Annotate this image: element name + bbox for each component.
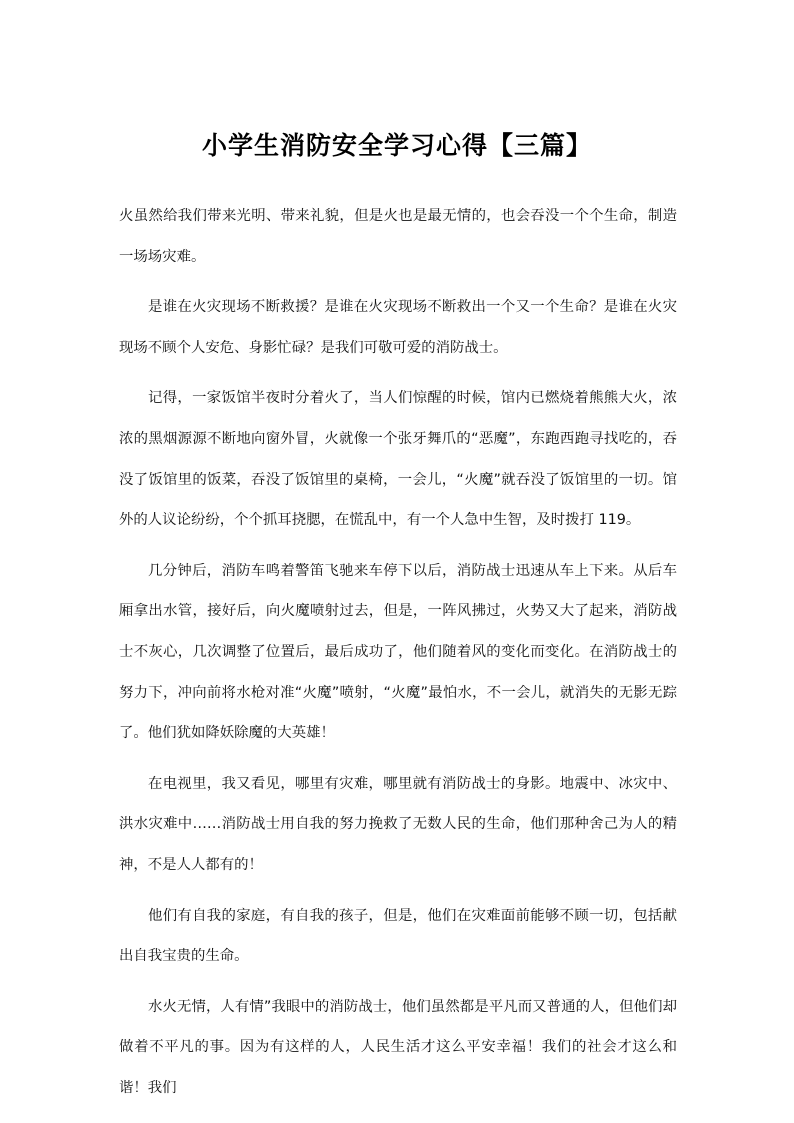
document-body [119,196,677,1118]
paragraph-2: 是谁在火灾现场不断救援？是谁在火灾现场不断救出一个又一个生命？是谁在火灾现场不顾个人安危、身影忙碌？是我们可敬可爱的消防战士。 [119,299,677,356]
paragraph-1: 火虽然给我们带来光明、带来礼貌，但是火也是最无情的，也会吞没一个个生命，制造一场场灾难。 [119,208,677,265]
document-title: 小学生消防安全学习心得【三篇】 [201,131,592,160]
paragraph-7: 水火无情，人有情”我眼中的消防战士，他们虽然都是平凡而又普通的人，但他们却做着不平凡的事。因为有这样的人，人民生活才这么平安幸福！我们的社会才这么和谐！我们 [119,998,677,1096]
paragraph-3: 记得，一家饭馆半夜时分着火了，当人们惊醒的时候，馆内已燃烧着熊熊大火，浓浓的黑烟源源不断地向窗外冒，火就像一个张牙舞爪的“恶魔”，东跑西跑寻找吃的，吞没了饭馆里的饭菜，吞没了饭馆里的桌椅，一会儿，“火魔”就吞没了饭馆里的一切。馆外的人议论纷纷，个个抓耳挠腮，在慌乱中，有一个人急中生智，及时拨打 119。 [119,390,677,529]
paragraph-6: 他们有自我的家庭，有自我的孩子，但是，他们在灾难面前能够不顾一切，包括献出自我宝贵的生命。 [119,907,677,965]
paragraph-5: 在电视里，我又看见，哪里有灾难，哪里就有消防战士的身影。地震中、冰灾中、洪水灾难中……消防战士用自我的努力挽救了无数人民的生命，他们那种舍己为人的精神，不是人人都有的！ [119,775,677,873]
paragraph-4: 几分钟后，消防车鸣着警笛飞驰来车停下以后，消防战士迅速从车上下来。从后车厢拿出水管，接好后，向火魔喷射过去，但是，一阵风拂过，火势又大了起来，消防战士不灰心，几次调整了位置后，最后成功了，他们随着风的变化而变化。在消防战士的努力下，冲向前将水枪对准“火魔”喷射，“火魔”最怕水，不一会儿，就消失的无影无踪了。他们犹如降妖除魔的大英雄！ [119,562,677,742]
